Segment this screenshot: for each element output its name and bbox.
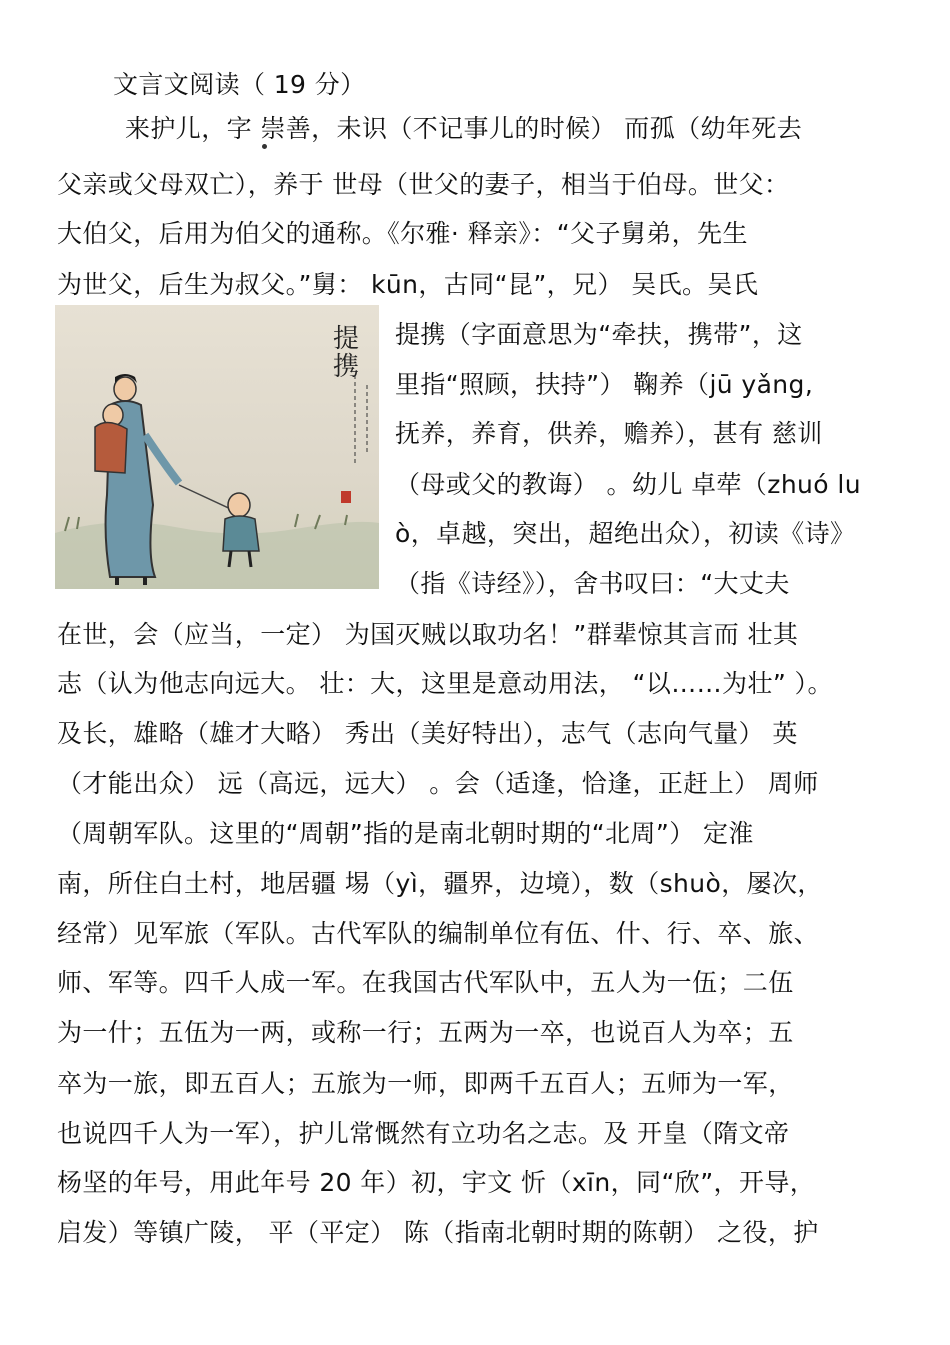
text-line: 在世，会（应当，一定） 为国灭贼以取功名！”群辈惊其言而 壮其 — [57, 620, 799, 649]
text-line: 为世父，后生为叔父。”舅： kūn，古同“昆”，兄） 吴氏。吴氏 — [57, 270, 759, 299]
text-line: （指《诗经》），舍书叹曰：“大丈夫 — [395, 569, 790, 598]
text-line: 提携（字面意思为“牵扶，携带”，这 — [395, 320, 803, 349]
text-line: 也说四千人为一军），护儿常慨然有立功名之志。及 开皇（隋文帝 — [57, 1119, 790, 1148]
text-line: 来护儿，字 崇善，未识（不记事儿的时候） 而孤（幼年死去 — [125, 114, 803, 143]
text-line: 南，所住白土村，地居疆 埸（yì，疆界，边境），数（shuò，屡次， — [57, 869, 823, 898]
text-line: 杨坚的年号，用此年号 20 年）初，宇文 忻（xīn，同“欣”，开导， — [57, 1168, 816, 1197]
emphasis-dot — [262, 144, 267, 149]
text-line: 卒为一旅，即五百人；五旅为一师，即两千五百人；五师为一军， — [57, 1069, 794, 1098]
text-line: 为一什；五伍为一两，或称一行；五两为一卒，也说百人为卒；五 — [57, 1018, 794, 1047]
text-line: 师、军等。四千人成一军。在我国古代军队中，五人为一伍；二伍 — [57, 968, 794, 997]
text-line: （才能出众） 远（高远，远大） 。会（适逢，恰逢，正赶上） 周师 — [57, 769, 819, 798]
text-line: ò，卓越，突出，超绝出众），初读《诗》 — [395, 519, 856, 548]
text-line: （周朝军队。这里的“周朝”指的是南北朝时期的“北周”） 定淮 — [57, 819, 754, 848]
painting-illustration — [55, 305, 379, 589]
text-line: 经常）见军旅（军队。古代军队的编制单位有伍、什、行、卒、旅、 — [57, 919, 820, 948]
text-line: 里指“照顾，扶持”） 鞠养（jū yǎng, — [395, 370, 814, 399]
section-title: 文言文阅读（ 19 分） — [113, 70, 366, 99]
text-line: 启发）等镇广陵， 平（平定） 陈（指南北朝时期的陈朝） 之役，护 — [57, 1218, 819, 1247]
text-line: 父亲或父母双亡），养于 世母（世父的妻子，相当于伯母。世父： — [57, 170, 790, 199]
text-line: 志（认为他志向远大。 壮：大，这里是意动用法， “以……为壮” ）。 — [57, 669, 833, 698]
svg-text:携: 携 — [333, 352, 360, 382]
text-line: 抚养，养育，供养，赡养），甚有 慈训 — [395, 419, 823, 448]
text-line: 及长，雄略（雄才大略） 秀出（美好特出），志气（志向气量） 英 — [57, 719, 798, 748]
text-line: （母或父的教诲） 。幼儿 卓荦（zhuó lu — [395, 470, 861, 499]
text-line: 大伯父，后用为伯父的通称。《尔雅· 释亲》：“父子舅弟，先生 — [57, 219, 748, 248]
illustration — [55, 305, 379, 589]
figure-caption-glyph: 提 — [333, 324, 360, 354]
